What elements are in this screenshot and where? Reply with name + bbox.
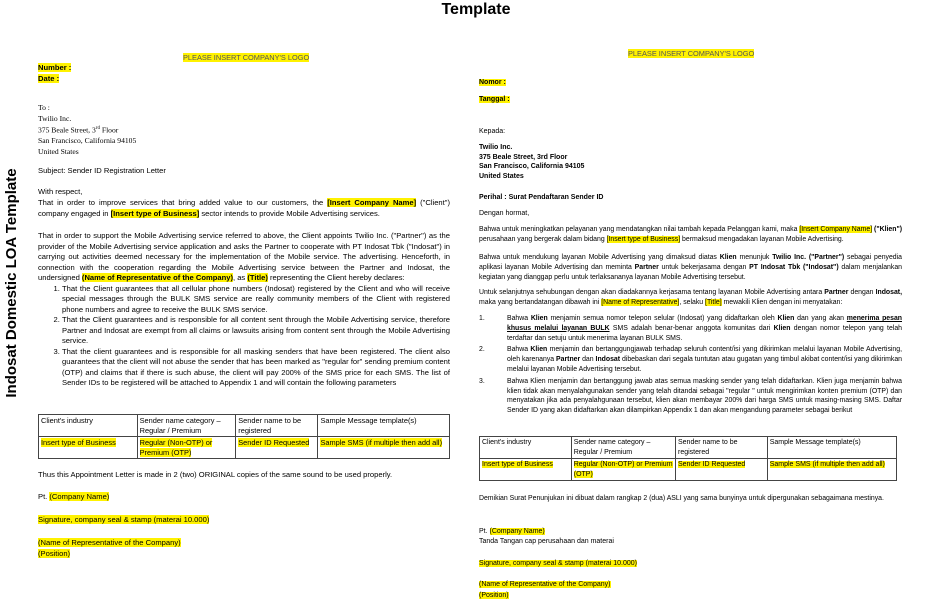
id-parameter-table [479, 436, 897, 481]
en-paragraph-1: That in order to improve services that bring added value to our customers, the [Insert Company Name] ("Client") company engaged in [Insert type of Business] sector intends to provide Mobile Advertising services. [38, 198, 450, 218]
list-item: 1. Bahwa Klien menjamin semua nomor telepon selular (Indosat) yang didaftarkan oleh Klien dan yang akan menerima pesan khusus melalui layanan BULK SMS adalah benar-benar anggota komunitas dari Klien dengan nomor telepon yang telah terdaftar dan setuju untuk menerima layanan BULK SMS. [479, 315, 902, 342]
id-company-line: Pt. (Company Name) [479, 528, 545, 535]
en-date-label: Date : [38, 74, 60, 83]
list-item: 3. Bahwa Klien menjamin dan bertanggung jawab atas semua masking sender yang telah didaftarkan. Klien juga menjamin bahwa klien tidak akan menyalahgunakan sender yang telah ditandai sebagai "regular " untuk mengirimkan konten premium (OTP) dan menyatakan jika ada penyalahgunaan tersebut, klien akan membayar 200% dari harga SMS untuk masing-masing SMS. Daftar Sender ID yang akan didaftarkan akan dilampirkan Appendix 1 dan akan mengandung parameter sebagai berikut [479, 377, 902, 415]
id-declaration-list [479, 314, 902, 416]
en-closing: Thus this Appointment Letter is made in 2 (two) ORIGINAL copies of the same sound to be used properly. [38, 470, 393, 479]
table-header-cell: Sender name to be registered [236, 415, 318, 437]
table-header-cell: Client's industry [39, 415, 138, 437]
id-paragraph-3: Untuk selanjutnya sehubungan dengan akan diadakannya kerjasama tentang layanan Mobile Advertising antara Partner dengan Indosat, maka yang bertandatangan dibawah ini [Name of Representative], selaku [Title] mewakili Klien dengan ini menyatakan: [479, 289, 902, 306]
id-position: (Position) [479, 592, 509, 599]
en-recipient-block: To : Twilio Inc. 375 Beale Street, 3rd Floor San Francisco, California 94105 United States [38, 103, 137, 156]
list-item: 2. That the Client guarantees and is responsible for all content sent through the Mobile Advertising service, therefore Partner and Indosat are exempt from all claims or lawsuits arising from content sent through the Mobile Advertising service. [62, 315, 450, 347]
en-paragraph-2: That in order to support the Mobile Advertising service referred to above, the Client appoints Twilio Inc. ("Partner") as the provider of the Mobile Advertising service application and asks the Partner to cooperate with PT Indosat Tbk ("Indosat") in carrying out activities deemed necessary for the implementation of the Mobile service. The advertising. Henceforth, in connection with the cooperation regarding the Mobile Advertising service between the Partner and Indosat, the undersigned (Name of Representative of the Company), as (Title) representing the Client hereby declares: 1. That the Client guarantees that all cellular phone numbers (Indosat) registered by the Client and who will receive special messages through the BULK SMS service are really community members of the Client with registered phone numbers and agree to receive the BULK SMS service. 2. That the Client guarantees and is responsible for all content sent through the Mobile Advertising service, therefore Partner and Indosat are exempt from all claims or lawsuits arising from content sent through the Mobile Advertising service. 3. That the client guarantees and is responsible for all masking senders that have been registered. The client also guarantees that the client will not abuse the sender that has been marked as "regular for" sending premium content (OTP) and claims that if there is such abuse, the client will pay 200% of the SMS price for each SMS. The list of Sender IDs to be registered will be attached to Appendix 1 and will contain the following parameters [38, 231, 450, 389]
table-cell: Sender ID Requested [675, 459, 767, 481]
id-signature-line: Signature, company seal & stamp (materai 10.000) [479, 560, 637, 567]
table-cell: Sender ID Requested [236, 437, 318, 459]
table-cell: Sample SMS (if multiple then add all) [318, 437, 450, 459]
id-date-label: Tanggal : [479, 96, 510, 103]
en-position: (Position) [38, 549, 71, 558]
table-cell: Insert type of Business [39, 437, 138, 459]
table-cell: Regular (Non-OTP) or Premium (OTP) [571, 459, 675, 481]
side-label: Indosat Domestic LOA Template [3, 168, 20, 398]
list-item: 2. Bahwa Klien menjamin dan bertanggungjawab terhadap seluruh content/isi yang dikirimkan melalui layanan Mobile Advertising, oleh karenanya Partner dan Indosat dibebaskan dari segala tuntutan atau gugatan yang timbul akibat content/isi yang dikirimkan melalui layanan Mobile Advertising tersebut. [479, 346, 903, 373]
en-company-line: Pt. (Company Name) [38, 492, 110, 501]
en-number-label: Number : [38, 63, 72, 72]
table-row [480, 459, 897, 481]
table-header-cell: Sender name category – Regular / Premium [571, 437, 675, 459]
table-header-cell: Sample Message template(s) [767, 437, 896, 459]
id-recipient-block: Kepada: Twilio Inc. 375 Beale Street, 3rd Floor San Francisco, California 94105 United States [479, 128, 585, 181]
id-logo-placeholder: PLEASE INSERT COMPANY'S LOGO [628, 49, 755, 58]
table-cell: Insert type of Business [480, 459, 572, 481]
id-salutation: Dengan hormat, [479, 210, 530, 217]
table-cell: Sample SMS (if multiple then add all) [767, 459, 896, 481]
id-signature-caption: Tanda Tangan cap perusahaan dan materai [479, 538, 614, 545]
table-header-row [39, 415, 450, 437]
list-item: 1. That the Client guarantees that all cellular phone numbers (Indosat) registered by the Client and who will receive special messages through the BULK SMS service are really community members of the Client with registered phone numbers and agree to receive the BULK SMS service. [62, 284, 450, 316]
list-item: 3. That the client guarantees and is responsible for all masking senders that have been registered. The client also guarantees that the client will not abuse the sender that has been marked as "regular for" sending premium content (OTP) and claims that if there is such abuse, the client will pay 200% of the SMS price for each SMS. The list of Sender IDs to be registered will be attached to Appendix 1 and will contain the following parameters [62, 347, 450, 389]
table-cell: Regular (Non-OTP) or Premium (OTP) [137, 437, 236, 459]
en-logo-placeholder: PLEASE INSERT COMPANY'S LOGO [183, 53, 310, 62]
id-subject: Perihal : Surat Pendaftaran Sender ID [479, 194, 604, 201]
en-salutation: With respect, [38, 187, 83, 196]
id-representative-name: (Name of Representative of the Company) [479, 581, 611, 588]
id-paragraph-1: Bahwa untuk meningkatkan pelayanan yang mendatangkan nilai tambah kepada Pelanggan kami, maka [Insert Company Name] ("Klien") perusahaan yang bergerak dalam bidang [Insert type of Business] bermaksud mengadakan layanan Mobile Advertising. [479, 226, 902, 243]
id-paragraph-2: Bahwa untuk mendukung layanan Mobile Advertising yang dimaksud diatas Klien menunjuk Twilio Inc. ("Partner") sebagai penyedia aplikasi layanan Mobile Advertising dan meminta Partner untuk bekerjasama dengan PT Indosat Tbk ("Indosat") dalam menjalankan kegiatan yang dianggap perlu untuk terlaksananya layanan Mobile Advertising tersebut. [479, 254, 902, 281]
table-header-cell: Sender name to be registered [675, 437, 767, 459]
table-header-row [480, 437, 897, 459]
en-signature-line: Signature, company seal & stamp (materai 10.000) [38, 515, 210, 524]
table-header-cell: Sender name category – Regular / Premium [137, 415, 236, 437]
table-header-cell: Client's industry [480, 437, 572, 459]
table-row [39, 437, 450, 459]
id-number-label: Nomor : [479, 79, 506, 86]
en-subject: Subject: Sender ID Registration Letter [38, 166, 166, 175]
en-representative-name: (Name of Representative of the Company) [38, 538, 181, 547]
en-declaration-list [38, 284, 450, 389]
table-header-cell: Sample Message template(s) [318, 415, 450, 437]
page-title: Template [441, 1, 511, 18]
id-closing: Demikian Surat Penunjukan ini dibuat dalam rangkap 2 (dua) ASLI yang sama bunyinya untuk dipergunakan sebagaimana mestinya. [479, 495, 884, 502]
en-parameter-table [38, 414, 450, 459]
